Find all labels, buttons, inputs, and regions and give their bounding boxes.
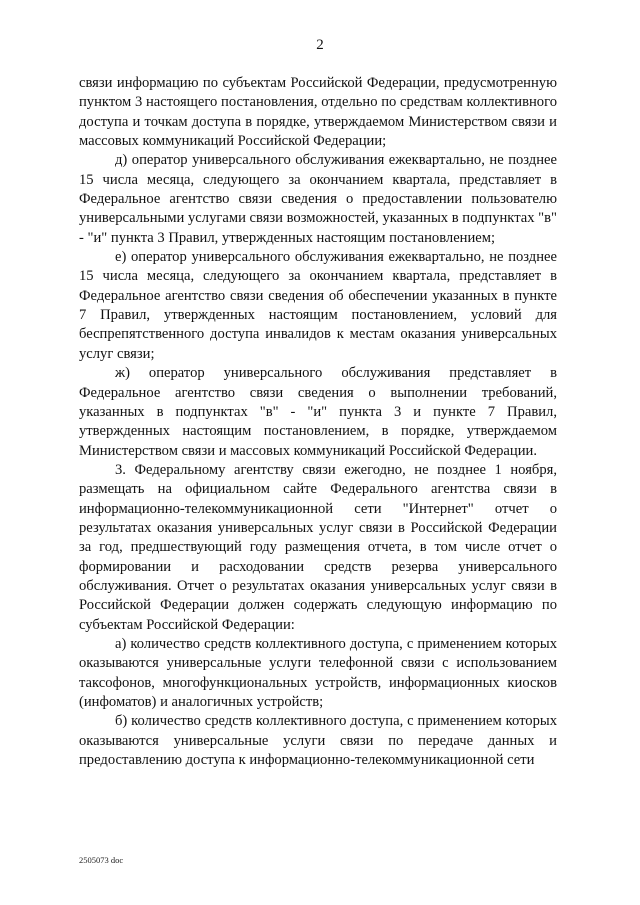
paragraph-item-e: е) оператор универсального обслуживания ежеквартально, не позднее 15 числа месяца, следующего за окончанием квартала, представляет в Федеральное агентство связи сведения об обеспечении указанных в пункте 7 Правил, утвержденных настоящим постановлением, условий для беспрепятственного доступа инвалидов к местам оказания универсальных услуг связи; [79, 249, 557, 362]
paragraph-item-b: б) количество средств коллективного доступа, с применением которых оказываются универсальные услуги связи по передаче данных и предоставлению доступа к информационно-телекоммуникационной сети [79, 713, 557, 769]
document-footer-code: 2505073 doc [79, 855, 124, 865]
paragraph-item-d: д) оператор универсального обслуживания ежеквартально, не позднее 15 числа месяца, следующего за окончанием квартала, представляет в Федеральное агентство связи сведения о предоставлении пользователю универсальными услугами связи возможностей, указанных в подпунктах "в" - "и" пункта 3 Правил, утвержденных настоящим постановлением; [79, 152, 557, 246]
paragraph-continuation: связи информацию по субъектам Российской Федерации, предусмотренную пунктом 3 настоящего постановления, отдельно по средствам коллективного доступа и точкам доступа в порядке, утверждаемом Министерством связи и массовых коммуникаций Российской Федерации; [79, 75, 557, 150]
page-number: 2 [316, 37, 324, 53]
document-body [79, 74, 557, 770]
paragraph-section-3: 3. Федеральному агентству связи ежегодно, не позднее 1 ноября, размещать на официальном сайте Федерального агентства связи в информационно-телекоммуникационной сети "Интернет" отчет о результатах оказания универсальных услуг связи в Российской Федерации за год, предшествующий году размещения отчета, в том числе отчет о формировании и расходовании средств резерва универсального обслуживания. Отчет о результатах оказания универсальных услуг связи в Российской Федерации должен содержать следующую информацию по субъектам Российской Федерации: [79, 461, 557, 633]
paragraph-item-zh: ж) оператор универсального обслуживания представляет в Федеральное агентство связи сведения о выполнении требований, указанных в подпунктах "в" - "и" пункта 3 и пункте 7 Правил, утвержденных настоящим постановлением, в порядке, утверждаемом Министерством связи и массовых коммуникаций Российской Федерации. [79, 365, 557, 459]
paragraph-item-a: а) количество средств коллективного доступа, с применением которых оказываются универсальные услуги телефонной связи с использованием таксофонов, многофункциональных устройств, информационных киосков (инфоматов) и аналогичных устройств; [79, 635, 557, 710]
